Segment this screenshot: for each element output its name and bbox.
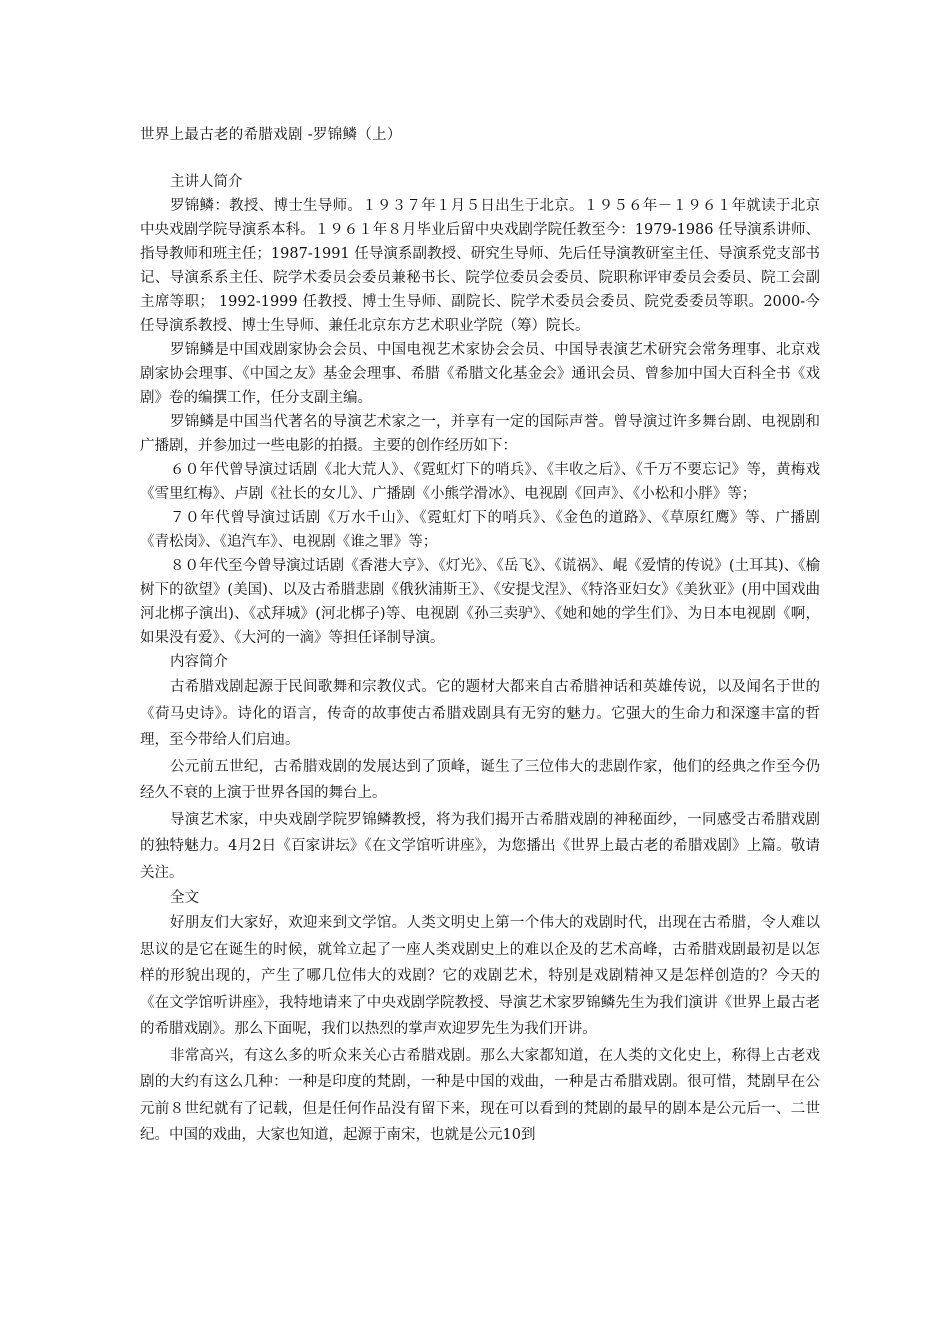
paragraph: 罗锦鳞是中国戏剧家协会会员、中国电视艺术家协会会员、中国导表演艺术研究会常务理事、北京戏剧家协会理事、《中国之友》基金会理事、希腊《希腊文化基金会》通讯会员、曾参加中国大百科全书《戏剧》卷的编撰工作，任分支副主编。 — [140, 342, 820, 406]
title-spacer — [140, 149, 820, 170]
paragraph: 好朋友们大家好，欢迎来到文学馆。人类文明史上第一个伟大的戏剧时代，出现在古希腊，令人难以思议的是它在诞生的时候，就耸立起了一座人类戏剧史上的难以企及的艺术高峰，古希腊戏剧最初是以怎样的形貌出现的，产生了哪几位伟大的戏剧？它的戏剧艺术，特别是戏剧精神又是怎样创造的？今天的《在文学馆听讲座》，我特地请来了中央戏剧学院教授、导演艺术家罗锦鳞先生为我们演讲《世界上最古老的希腊戏剧》。那么下面呢，我们以热烈的掌声欢迎罗先生为我们开讲。 — [140, 915, 820, 1037]
paragraph: 古希腊戏剧起源于民间歌舞和宗教仪式。它的题材大都来自古希腊神话和英雄传说，以及闻名于世的《荷马史诗》。诗化的语言，传奇的故事使古希腊戏剧具有无穷的魅力。它强大的生命力和深邃丰富的哲理，至今带给人们启迪。 — [140, 679, 820, 748]
paragraph: 罗锦鳞是中国当代著名的导演艺术家之一，并享有一定的国际声誉。曾导演过许多舞台剧、电视剧和广播剧，并参加过一些电影的拍摄。主要的创作经历如下： — [140, 414, 820, 454]
speaker-intro-section — [140, 170, 835, 650]
section-heading-speaker-intro: 主讲人简介 — [170, 174, 243, 190]
section-heading-full-text: 全文 — [170, 890, 199, 906]
document-page — [140, 121, 835, 1149]
paragraph: 公元前五世纪，古希腊戏剧的发展达到了顶峰，诞生了三位伟大的悲剧作家，他们的经典之作至今仍经久不衰的上演于世界各国的舞台上。 — [140, 758, 820, 801]
content-intro-section — [140, 650, 820, 886]
paragraph: ８０年代至今曾导演过话剧《香港大亨》、《灯光》、《岳飞》、《谎祸》、崐《爱情的传说》(土耳其)、《榆树下的欲望》(美国)、以及古希腊悲剧《俄狄浦斯王》、《安提戈涅》、《特洛亚妇女》《美狄亚》(用中国戏曲河北梆子演出)、《忒拜城》(河北梆子)等、电视剧《孙三卖驴》、《她和她的学生们》、为日本电视剧《啊，如果没有爱》、《大河的一滴》等担任译制导演。 — [140, 558, 820, 646]
paragraph: 罗锦鳞：教授、博士生导师。１９３７年１月５日出生于北京。１９５６年－１９６１年就读于北京中央戏剧学院导演系本科。１９６１年８月毕业后留中央戏剧学院任教至今：1979-1986 任导演系讲师、指导教师和班主任；1987-1991 任导演系副教授、研究生导师、先后任导演教研室主任、导演系党支部书记、导演系系主任、院学术委员会委员兼秘书长、院学位委员会委员、院职称评审委员会委员、院工会副主席等职； 1992-1999 任教授、博士生导师、副院长、院学术委员会委员、院党委委员等职。2000-今 任导演系教授、博士生导师、兼任北京东方艺术职业学院（筹）院长。 — [140, 198, 835, 334]
paragraph: ７０年代曾导演过话剧《万水千山》、《霓虹灯下的哨兵》、《金色的道路》、《草原红鹰》等、广播剧《青松岗》、《追汽车》、电视剧《谁之罪》等； — [140, 510, 820, 550]
paragraph: ６０年代曾导演过话剧《北大荒人》、《霓虹灯下的哨兵》、《丰收之后》、《千万不要忘记》等，黄梅戏《雪里红梅》、卢剧《社长的女儿》、广播剧《小熊学滑冰》、电视剧《回声》、《小松和小胖》等； — [140, 462, 820, 502]
paragraph: 非常高兴，有这么多的听众来关心古希腊戏剧。那么大家都知道，在人类的文化史上，称得上古老戏剧的大约有这么几种：一种是印度的梵剧，一种是中国的戏曲，一种是古希腊戏剧。很可惜，梵剧早在公元前８世纪就有了记载，但是任何作品没有留下来，现在可以看到的梵剧的最早的剧本是公元后一、二世纪。中国的戏曲，大家也知道，起源于南宋，也就是公元10到 — [140, 1047, 820, 1143]
section-heading-content-intro: 内容简介 — [170, 654, 228, 670]
full-text-section — [140, 886, 820, 1149]
document-title: 世界上最古老的希腊戏剧 -罗锦鳞（上） — [140, 127, 402, 143]
paragraph: 导演艺术家，中央戏剧学院罗锦鳞教授，将为我们揭开古希腊戏剧的神秘面纱，一同感受古希腊戏剧的独特魅力。4月2日《百家讲坛》《在文学馆听讲座》，为您播出《世界上最古老的希腊戏剧》上篇。敬请关注。 — [140, 811, 820, 881]
